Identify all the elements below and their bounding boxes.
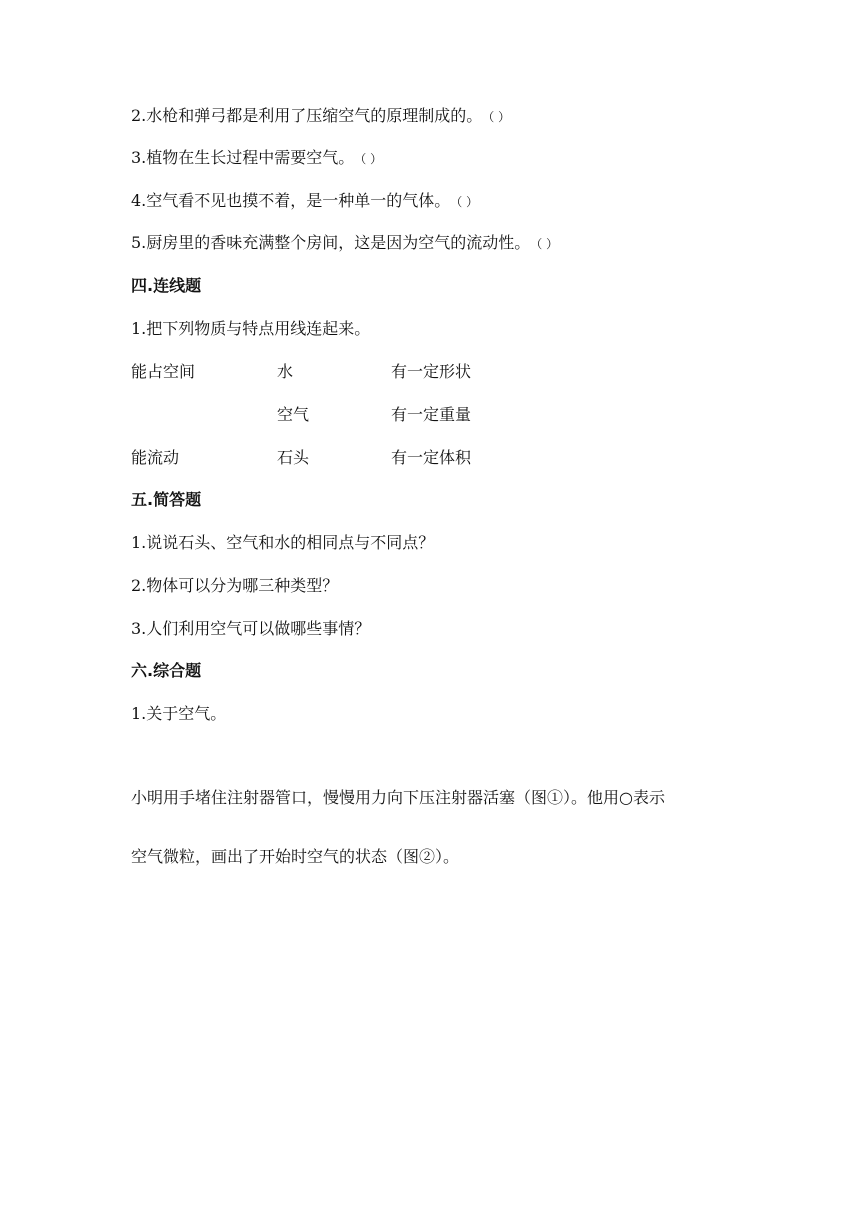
answer-blank: （ ） bbox=[482, 110, 511, 124]
question-text: 5.厨房里的香味充满整个房间，这是因为空气的流动性。 bbox=[131, 233, 531, 252]
question-4-1: 1.把下列物质与特点用线连起来。 bbox=[131, 319, 371, 338]
match-right-2: 有一定重量 bbox=[391, 405, 472, 424]
question-5-1: 1.说说石头、空气和水的相同点与不同点？ bbox=[131, 533, 435, 552]
question-3-2 bbox=[131, 106, 510, 127]
answer-blank: （ ） bbox=[450, 195, 479, 209]
question-text: 3.植物在生长过程中需要空气。 bbox=[131, 148, 355, 167]
match-mid-3: 石头 bbox=[277, 448, 310, 467]
answer-blank: （ ） bbox=[354, 152, 383, 166]
paragraph-line-1: 小明用手堵住注射器管口，慢慢用力向下压注射器活塞（图①）。他用○表示 bbox=[131, 788, 665, 807]
match-mid-2: 空气 bbox=[277, 405, 310, 424]
question-6-1: 1.关于空气。 bbox=[131, 704, 227, 723]
question-3-3 bbox=[131, 148, 382, 169]
match-right-3: 有一定体积 bbox=[391, 448, 472, 467]
answer-blank: （ ） bbox=[530, 237, 559, 251]
section-6-heading: 六.综合题 bbox=[131, 661, 202, 680]
match-left-1: 能占空间 bbox=[131, 362, 196, 381]
question-5-3: 3.人们利用空气可以做哪些事情？ bbox=[131, 619, 371, 638]
section-4-heading: 四.连线题 bbox=[131, 276, 202, 295]
question-text: 4.空气看不见也摸不着，是一种单一的气体。 bbox=[131, 191, 451, 210]
section-5-heading: 五.简答题 bbox=[131, 490, 202, 509]
question-3-5 bbox=[131, 233, 558, 254]
match-mid-1: 水 bbox=[277, 362, 294, 381]
match-right-1: 有一定形状 bbox=[391, 362, 472, 381]
question-text: 2.水枪和弹弓都是利用了压缩空气的原理制成的。 bbox=[131, 106, 483, 125]
question-5-2: 2.物体可以分为哪三种类型？ bbox=[131, 576, 339, 595]
match-left-3: 能流动 bbox=[131, 448, 180, 467]
paragraph-line-2: 空气微粒，画出了开始时空气的状态（图②）。 bbox=[131, 847, 460, 866]
question-3-4 bbox=[131, 191, 478, 212]
